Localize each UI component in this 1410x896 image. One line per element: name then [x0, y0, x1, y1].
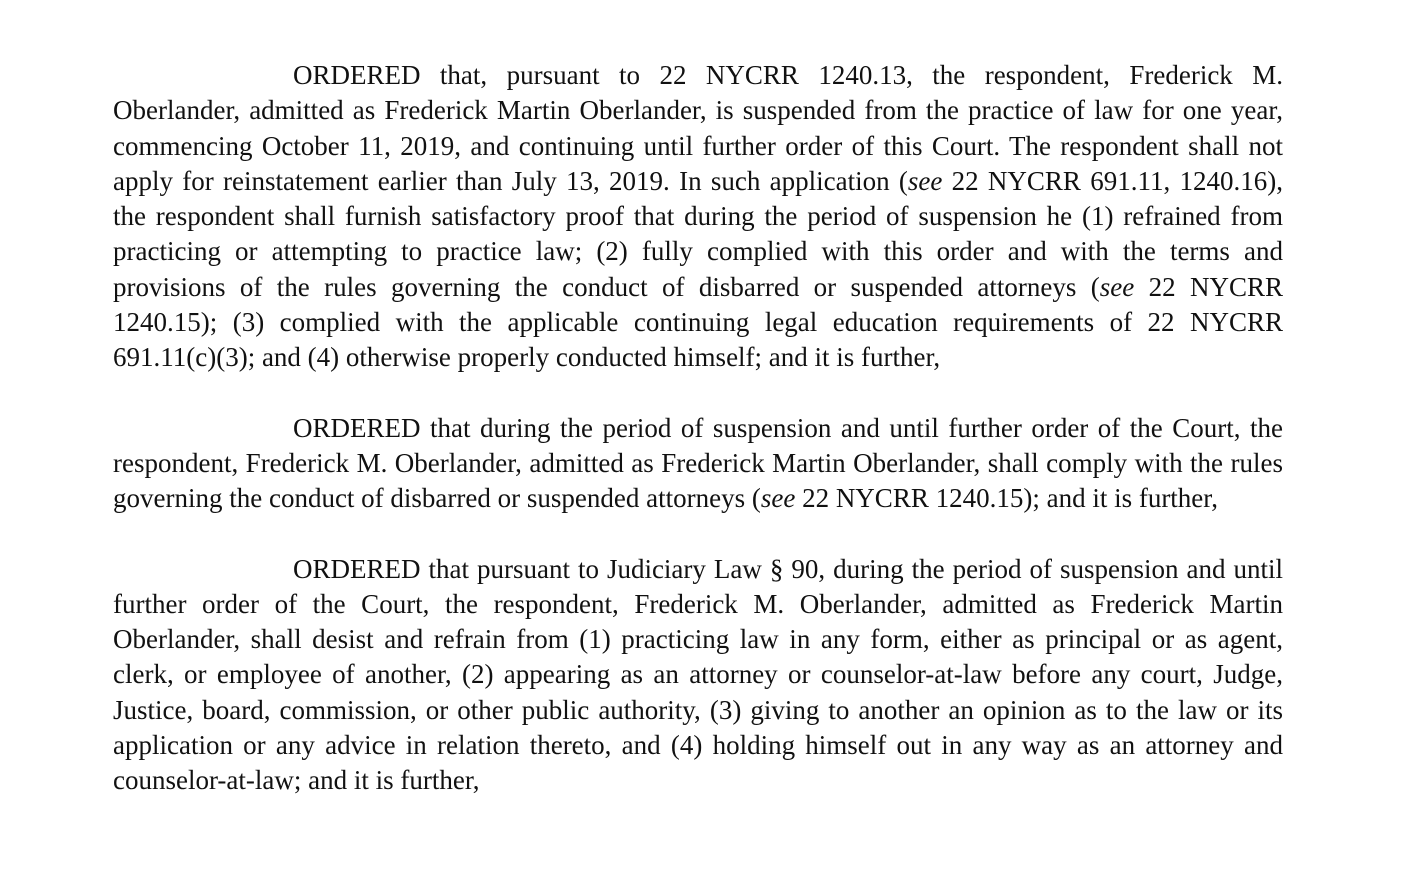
paragraph-text: ORDERED that during the period of suspension and until further order of the Court, the respondent, Frederick M. Oberlander, admitted as Frederick Martin Oberlander, shall comply with the rules governing the conduct of disbarred or suspended attorneys (: [113, 412, 1283, 514]
order-paragraph-judiciary-law: [113, 552, 1283, 799]
paragraph-text: 22 NYCRR 1240.15); and it is further,: [795, 483, 1218, 514]
citation-signal: see: [760, 483, 796, 514]
paragraph-text: 22 NYCRR 691.11, 1240.16), the respondent shall furnish satisfactory proof that during the period of suspension he (1) refrained from practicing or attempting to practice law; (2) fully complied with this order and with the terms and provisions of the rules governing the conduct of disbarred or suspended attorneys (: [113, 165, 1283, 302]
citation-signal: see: [907, 165, 943, 196]
order-paragraph-compliance: [113, 411, 1283, 517]
paragraph-text: 22 NYCRR 1240.15); (3) complied with the applicable continuing legal education requirements of 22 NYCRR 691.11(c)(3); and (4) otherwise properly conducted himself; and it is further,: [113, 271, 1283, 373]
document-page: [113, 58, 1283, 834]
order-paragraph-suspension: [113, 58, 1283, 376]
paragraph-text: ORDERED that pursuant to Judiciary Law § 90, during the period of suspension and until further order of the Court, the respondent, Frederick M. Oberlander, admitted as Frederick Martin Oberlander, shall desist and refrain from (1) practicing law in any form, either as principal or as agent, clerk, or employee of another, (2) appearing as an attorney or counselor-at-law before any court, Judge, Justice, board, commission, or other public authority, (3) giving to another an opinion as to the law or its application or any advice in relation thereto, and (4) holding himself out in any way as an attorney and counselor-at-law; and it is further,: [113, 553, 1283, 796]
paragraph-text: ORDERED that, pursuant to 22 NYCRR 1240.13, the respondent, Frederick M. Oberlander, admitted as Frederick Martin Oberlander, is suspended from the practice of law for one year, commencing October 11, 2019, and continuing until further order of this Court. The respondent shall not apply for reinstatement earlier than July 13, 2019. In such application (: [113, 60, 1283, 196]
citation-signal: see: [1099, 271, 1135, 302]
